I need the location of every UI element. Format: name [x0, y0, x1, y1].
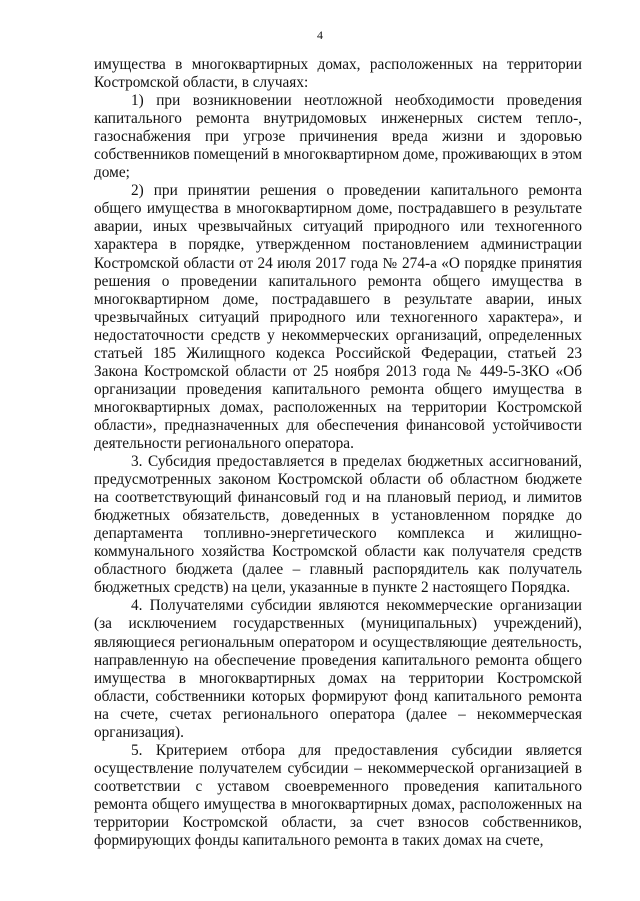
paragraph-continuation: имущества в многоквартирных домах, расположенных на территории Костромской области, в случаях:	[94, 56, 582, 92]
paragraph-clause-3: 3. Субсидия предоставляется в пределах бюджетных ассигнований, предусмотренных законом Костромской области об областном бюджете на соответствующий финансовый год и на плановый период, и лимитов бюджетных обязательств, доведенных в установленном порядке до департамента топливно-энергетического комплекса и жилищно-коммунального хозяйства Костромской области как получателя средств областного бюджета (далее – главный распорядитель как получатель бюджетных средств) на цели, указанные в пункте 2 настоящего Порядка.	[94, 453, 582, 597]
paragraph-item-2: 2) при принятии решения о проведении капитального ремонта общего имущества в многоквартирном доме, пострадавшего в результате аварии, иных чрезвычайных ситуаций природного или техногенного характера в порядке, утвержденном постановлением администрации Костромской области от 24 июля 2017 года № 274-а «О порядке принятия решения о проведении капитального ремонта общего имущества в многоквартирном доме, пострадавшего в результате аварии, иных чрезвычайных ситуаций природного или техногенного характера», и недостаточности средств у некоммерческих организаций, определенных статьей 185 Жилищного кодекса Российской Федерации, статьей 23 Закона Костромской области от 25 ноября 2013 года № 449-5-ЗКО «Об организации проведения капитального ремонта общего имущества в многоквартирных домах, расположенных на территории Костромской области», предназначенных для обеспечения финансовой устойчивости деятельности регионального оператора.	[94, 182, 582, 452]
page-number: 4	[317, 28, 323, 42]
paragraph-item-1: 1) при возникновении неотложной необходимости проведения капитального ремонта внутридомовых инженерных систем тепло-, газоснабжения при угрозе причинения вреда жизни и здоровью собственников помещений в многоквартирном доме, проживающих в этом доме;	[94, 92, 582, 182]
document-body	[94, 56, 582, 850]
paragraph-clause-5: 5. Критерием отбора для предоставления субсидии является осуществление получателем субсидии – некоммерческой организацией в соответствии с уставом своевременного проведения капитального ремонта общего имущества в многоквартирных домах, расположенных на территории Костромской области, за счет взносов собственников, формирующих фонды капитального ремонта в таких домах на счете,	[94, 741, 582, 850]
paragraph-clause-4: 4. Получателями субсидии являются некоммерческие организации (за исключением государственных (муниципальных) учреждений), являющиеся региональным оператором и осуществляющие деятельность, направленную на обеспечение проведения капитального ремонта общего имущества в многоквартирных домах на территории Костромской области, собственники которых формируют фонд капитального ремонта на счете, счетах регионального оператора (далее – некоммерческая организация).	[94, 597, 582, 741]
